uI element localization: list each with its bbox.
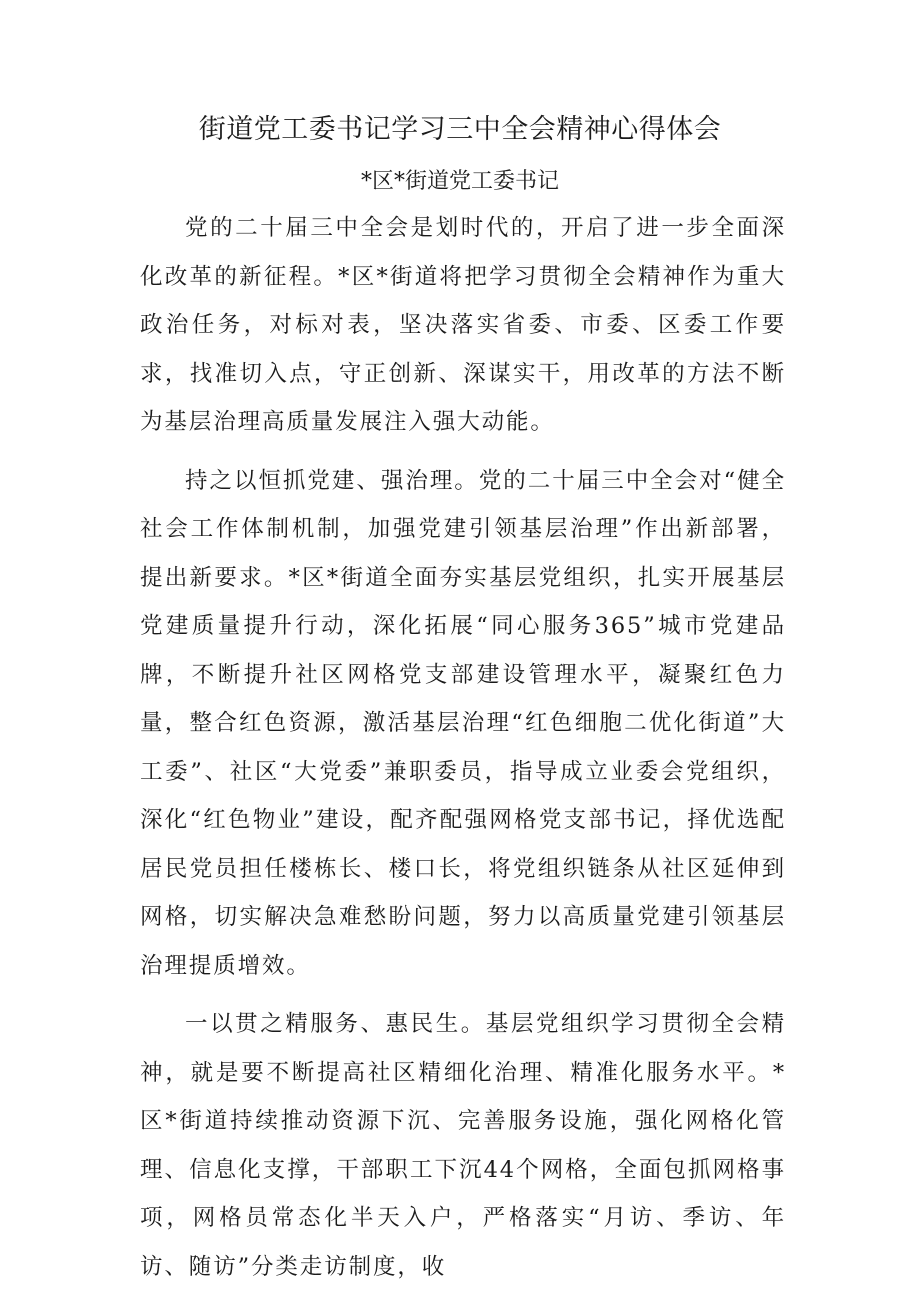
paragraph-services: 一以贯之精服务、惠民生。基层党组织学习贯彻全会精神，就是要不断提高社区精细化治理、精准化服务水平。*区*街道持续推动资源下沉、完善服务设施，强化网格化管理、信息化支撑，干部职工下沉44个网格，全面包抓网格事项，网格员常态化半天入户，严格落实“月访、季访、年访、随访”分类走访制度，收	[140, 1011, 786, 1280]
author-line: *区*街道党工委书记	[360, 169, 559, 194]
document-title: 街道党工委书记学习三中全会精神心得体会	[198, 114, 722, 145]
paragraph-intro: 党的二十届三中全会是划时代的，开启了进一步全面深化改革的新征程。*区*街道将把学习贯彻全会精神作为重大政治任务，对标对表，坚决落实省委、市委、区委工作要求，找准切入点，守正创新、深谋实干，用改革的方法不断为基层治理高质量发展注入强大动能。	[140, 215, 786, 435]
document-body	[140, 204, 786, 1301]
paragraph-party-building: 持之以恒抓党建、强治理。党的二十届三中全会对“健全社会工作体制机制，加强党建引领基层治理”作出新部署，提出新要求。*区*街道全面夯实基层党组织，扎实开展基层党建质量提升行动，深化拓展“同心服务365”城市党建品牌，不断提升社区网格党支部建设管理水平，凝聚红色力量，整合红色资源，激活基层治理“红色细胞二优化街道”大工委”、社区“大党委”兼职委员，指导成立业委会党组织，深化“红色物业”建设，配齐配强网格党支部书记，择优选配居民党员担任楼栋长、楼口长，将党组织链条从社区延伸到网格，切实解决急难愁盼问题，努力以高质量党建引领基层治理提质增效。	[140, 467, 786, 979]
